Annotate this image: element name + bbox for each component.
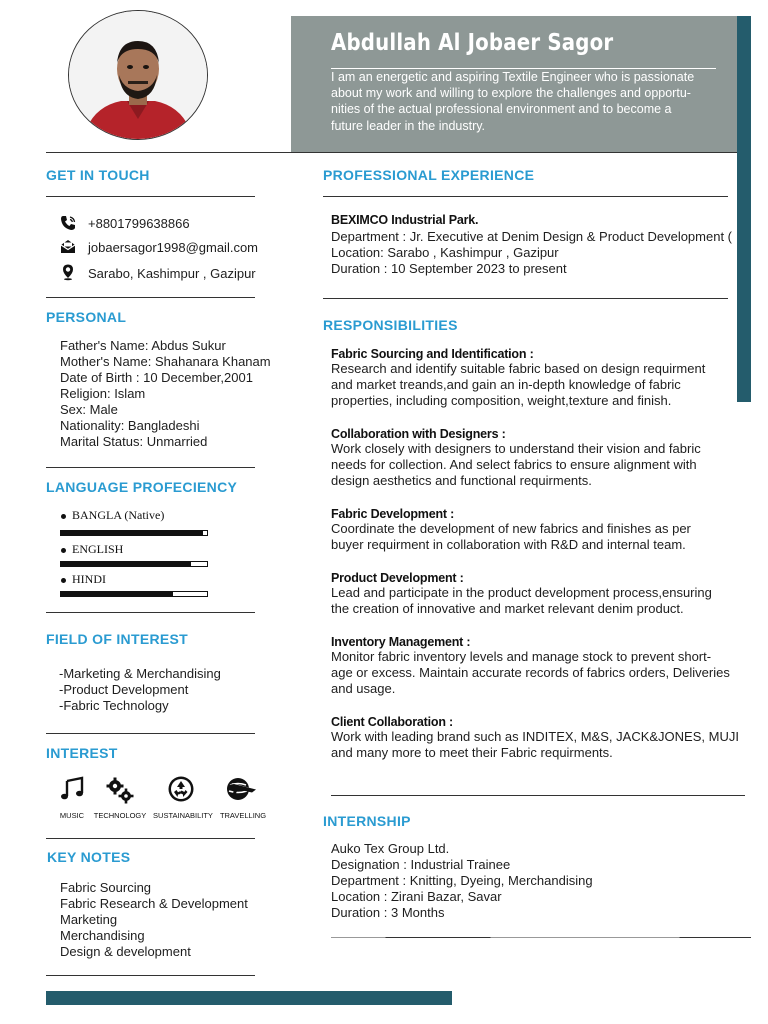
description-line: Work closely with designers to understand their vision and fabric	[331, 441, 701, 456]
interest-label: SUSTAINABILITY	[153, 811, 213, 820]
personal-line: Marital Status: Unmarried	[60, 434, 208, 449]
language-level-fill	[61, 531, 203, 535]
personal-line: Sex: Male	[60, 402, 118, 417]
interest-label: MUSIC	[59, 811, 85, 820]
responsibility-description	[331, 585, 712, 617]
internship-line: Duration : 3 Months	[331, 905, 445, 920]
contact-address: Sarabo, Kashimpur , Gazipur	[88, 266, 256, 281]
section-divider	[331, 795, 745, 796]
location-pin-icon	[59, 263, 77, 281]
music-note-icon	[58, 775, 86, 803]
decorative-side-bar	[737, 16, 751, 402]
key-note-item: Merchandising	[60, 928, 145, 943]
language-level-bar	[60, 530, 208, 536]
responsibility-description	[331, 361, 705, 409]
summary-line: I am an energetic and aspiring Textile Engineer who is passionate	[331, 70, 695, 84]
description-line: age or excess. Maintain accurate records of fabrics orders, Deliveries	[331, 665, 730, 680]
personal-line: Religion: Islam	[60, 386, 146, 401]
language-level-fill	[61, 562, 191, 566]
internship-heading: INTERNSHIP	[323, 813, 411, 829]
field-of-interest-item: -Product Development	[59, 682, 189, 697]
responsibility-title: Product Development :	[331, 571, 464, 585]
bullet-dot	[61, 578, 66, 583]
profile-name: Abdullah Al Jobaer Sagor	[331, 30, 614, 56]
section-divider	[323, 196, 728, 197]
responsibility-title: Client Collaboration :	[331, 715, 453, 729]
phone-icon	[59, 214, 77, 232]
description-line: and market treands,and gain an in-depth knowledge of fabric	[331, 377, 681, 392]
experience-company: BEXIMCO Industrial Park.	[331, 213, 479, 227]
summary-line: future leader in the industry.	[331, 118, 486, 133]
responsibility-item	[331, 507, 691, 553]
internship-line: Designation : Industrial Trainee	[331, 857, 511, 872]
bullet-dot	[61, 548, 66, 553]
field-of-interest-list	[59, 666, 221, 714]
section-divider	[46, 297, 255, 298]
language-heading: LANGUAGE PROFECIENCY	[46, 479, 238, 495]
globe-plane-icon	[224, 774, 252, 802]
language-level-bar	[60, 561, 208, 567]
description-line: Research and identify suitable fabric based on design requirment	[331, 361, 706, 376]
key-notes-list	[60, 880, 248, 960]
responsibility-title: Collaboration with Designers :	[331, 427, 506, 441]
key-note-item: Fabric Research & Development	[60, 896, 248, 911]
header-divider	[46, 152, 737, 153]
field-of-interest-heading: FIELD OF INTEREST	[46, 631, 188, 647]
interest-label: TECHNOLOGY	[93, 811, 147, 820]
section-divider	[323, 298, 728, 299]
responsibilities-heading: RESPONSIBILITIES	[323, 317, 458, 333]
description-line: design aesthetics and functional requirments.	[331, 473, 592, 488]
key-note-item: Design & development	[60, 944, 191, 959]
decorative-bottom-bar	[46, 991, 452, 1005]
language-level-fill	[61, 592, 173, 596]
experience-heading: PROFESSIONAL EXPERIENCE	[323, 167, 535, 183]
description-line: buyer requirment in collaboration with R&D and internal team.	[331, 537, 686, 552]
summary-line: about my work and willing to explore the challenges and opportu-	[331, 86, 691, 101]
internship-details	[331, 841, 593, 921]
experience-line: Location: Sarabo , Kashimpur , Gazipur	[331, 245, 559, 260]
responsibility-description	[331, 729, 739, 761]
key-note-item: Fabric Sourcing	[60, 880, 152, 895]
description-line: the creation of innovative and market relevant denim product.	[331, 601, 684, 616]
recycle-icon	[167, 775, 195, 803]
internship-line: Auko Tex Group Ltd.	[331, 841, 450, 856]
responsibility-description	[331, 521, 691, 553]
experience-line: Department : Jr. Executive at Denim Design & Product Development (	[331, 229, 733, 244]
profile-photo	[68, 10, 208, 140]
contact-email: jobaersagor1998@gmail.com	[88, 240, 259, 255]
responsibility-item	[331, 635, 730, 697]
responsibility-item	[331, 715, 739, 761]
description-line: properties, including composition, weight,texture and finish.	[331, 393, 672, 408]
profile-summary	[331, 69, 729, 134]
responsibility-title: Fabric Development :	[331, 507, 455, 521]
section-divider	[331, 937, 751, 938]
contact-phone: +8801799638866	[88, 216, 190, 231]
responsibility-title: Inventory Management :	[331, 635, 471, 649]
personal-line: Date of Birth : 10 December,2001	[60, 370, 253, 385]
personal-line: Mother's Name: Shahanara Khanam	[60, 354, 271, 369]
section-divider	[46, 467, 255, 468]
key-note-item: Marketing	[60, 912, 118, 927]
responsibility-item	[331, 347, 705, 409]
field-of-interest-item: -Marketing & Merchandising	[59, 666, 221, 681]
section-divider	[46, 733, 255, 734]
responsibility-item	[331, 571, 712, 617]
personal-line: Father's Name: Abdus Sukur	[60, 338, 226, 353]
responsibility-item	[331, 427, 701, 489]
section-divider	[46, 612, 255, 613]
language-label: HINDI	[72, 572, 106, 586]
section-divider	[46, 196, 255, 197]
responsibility-title: Fabric Sourcing and Identification :	[331, 347, 534, 361]
description-line: Work with leading brand such as INDITEX, M&S, JACK&JONES, MUJI	[331, 729, 739, 744]
personal-heading: PERSONAL	[46, 309, 127, 325]
experience-details	[331, 229, 732, 277]
description-line: needs for collection. And select fabrics to ensure alignment with	[331, 457, 697, 472]
interest-label: TRAVELLING	[219, 811, 267, 820]
bullet-dot	[61, 514, 66, 519]
gears-icon	[105, 775, 133, 803]
personal-details	[60, 338, 271, 450]
summary-line: nities of the actual professional environment and to become a	[331, 102, 672, 117]
personal-line: Nationality: Bangladeshi	[60, 418, 200, 433]
internship-line: Location : Zirani Bazar, Savar	[331, 889, 502, 904]
description-line: and many more to meet their Fabric requirments.	[331, 745, 613, 760]
language-level-bar	[60, 591, 208, 597]
language-label: BANGLA (Native)	[72, 508, 165, 522]
language-label: ENGLISH	[72, 542, 124, 556]
field-of-interest-item: -Fabric Technology	[59, 698, 169, 713]
description-line: Coordinate the development of new fabrics and finishes as per	[331, 521, 691, 536]
experience-line: Duration : 10 September 2023 to present	[331, 261, 567, 276]
description-line: and usage.	[331, 681, 396, 696]
section-divider	[46, 838, 255, 839]
responsibility-description	[331, 441, 701, 489]
description-line: Monitor fabric inventory levels and manage stock to prevent short-	[331, 649, 712, 664]
interest-heading: INTEREST	[46, 745, 118, 761]
email-icon	[59, 238, 77, 256]
description-line: Lead and participate in the product development process,ensuring	[331, 585, 712, 600]
section-divider	[46, 975, 255, 976]
key-notes-heading: KEY NOTES	[47, 849, 131, 865]
internship-line: Department : Knitting, Dyeing, Merchandising	[331, 873, 593, 888]
responsibility-description	[331, 649, 730, 697]
contact-heading: GET IN TOUCH	[46, 167, 150, 183]
